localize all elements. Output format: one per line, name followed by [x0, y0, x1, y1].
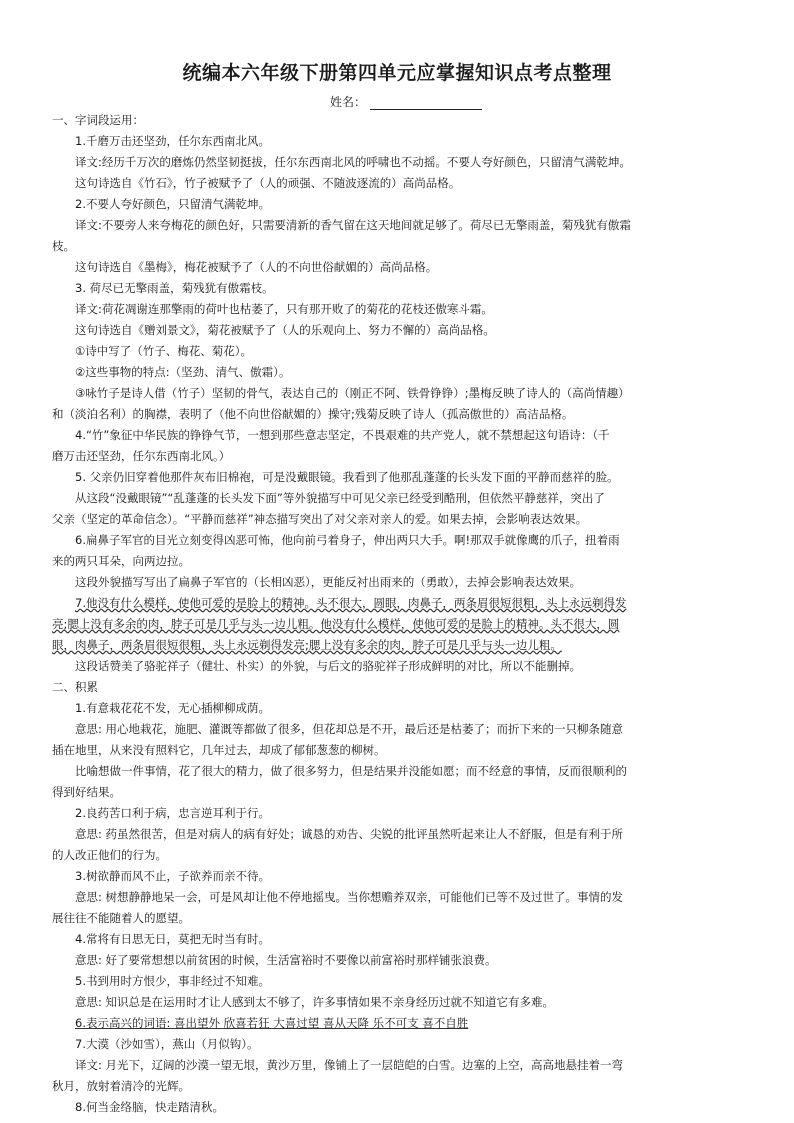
text-line: 意思: 好了要常想想以前贫困的时候，生活富裕时不要像以前富裕时那样铺张浪费。: [75, 953, 497, 967]
text-line: 意思: 用心地栽花，施肥、灌溉等都做了很多，但花却总是不开，最后还是枯萎了；而折下来的一只柳条随意: [75, 722, 624, 736]
text-line: 得到好结果。: [52, 785, 121, 799]
name-blank-line: [370, 97, 482, 110]
text-line: 枝。: [52, 239, 75, 253]
section-heading: 一、字词段运用：: [52, 113, 144, 127]
text-line: 6.扁鼻子军官的目光立刻变得凶恶可怖，他向前弓着身子，伸出两只大手。啊!那双手就像鹰的爪子，扭着雨: [75, 533, 620, 547]
text-line: 1.千磨万击还坚劲，任尔东西南北风。: [75, 134, 270, 148]
text-line: 展往往不能随着人的愿望。: [52, 911, 190, 925]
text-line: 磨万击还坚劲，任尔东西南北风。）: [52, 449, 231, 463]
text-line: 4.“竹”象征中华民族的铮铮气节，一想到那些意志坚定，不畏艰难的共产党人，就不禁想起这句语诗：（千: [75, 428, 610, 442]
text-line: 6.表示高兴的词语: 喜出望外 欣喜若狂 大喜过望 喜从天降 乐不可支 喜不自胜: [75, 1016, 469, 1030]
text-line: 秋月，放射着清冷的光辉。: [52, 1079, 190, 1093]
text-line: 父亲（坚定的革命信念）。“平静而慈祥”神态描写突出了对父亲对亲人的爱。如果去掉，会影响表达效果。: [52, 512, 588, 526]
text-line: 1.有意栽花花不发，无心插柳柳成荫。: [75, 701, 270, 715]
text-line: 这段外貌描写写出了扁鼻子军官的（长相凶恶），更能反衬出雨来的（勇敢），去掉会影响表达效果。: [75, 575, 581, 589]
text-line: 4.常将有日思无日，莫把无时当有时。: [75, 932, 270, 946]
text-line: 意思: 药虽然很苦，但是对病人的病有好处；诚恳的劝告、尖锐的批评虽然听起来让人不舒服，但是有利于所: [75, 827, 624, 841]
text-line: 译文:不要旁人来夸梅花的颜色好，只需要清新的香气留在这天地间就足够了。荷尽已无擎雨盖，菊残犹有傲霜: [75, 218, 631, 232]
text-line: 7.他没有什么模样，使他可爱的是脸上的精神。头不很大，圆眼，肉鼻子，两条眉很短很粗，头上永远剃得发: [75, 596, 627, 610]
text-line: 和（淡泊名利）的胸襟，表明了（他不向世俗献媚的）操守;残菊反映了诗人（孤高傲世的）高洁品格。: [52, 407, 574, 421]
text-line: 的人改正他们的行为。: [52, 848, 167, 862]
section-heading: 二、积累: [52, 680, 98, 694]
text-line: ①诗中写了（竹子、梅花、菊花）。: [75, 344, 253, 358]
name-label: 姓名：: [330, 95, 367, 109]
text-line: 这句诗选自《竹石》，竹子被赋予了（人的顽强、不随波逐流的）高尚品格。: [75, 176, 461, 190]
text-line: ③咏竹子是诗人借（竹子）坚韧的骨气，表达自己的（刚正不阿、铁骨铮铮）;墨梅反映了诗人的（高尚情趣）: [75, 386, 630, 400]
text-line: 亮;腮上没有多余的肉，脖子可是几乎与头一边儿粗。他没有什么模样，使他可爱的是脸上的精神。头不很大，圆: [52, 617, 620, 631]
text-line: 这句诗选自《墨梅》，梅花被赋予了（人的不向世俗献媚的）高尚品格。: [75, 260, 438, 274]
name-field: [330, 93, 482, 110]
text-line: 7.大漠（沙如雪），燕山（月似钩）。: [75, 1037, 259, 1051]
text-line: 意思: 知识总是在运用时才让人感到太不够了，许多事情如果不亲身经历过就不知道它有多难。: [75, 995, 555, 1009]
text-line: 眼，肉鼻子，两条眉很短很粗，头上永远剃得发亮;腮上没有多余的肉，脖子可是几乎与头一边儿粗。: [52, 638, 562, 652]
text-line: 3.树欲静而风不止，子欲养而亲不待。: [75, 869, 270, 883]
text-line: ②这些事物的特点:（坚劲、清气、傲霜）。: [75, 365, 291, 379]
text-line: 2.不要人夸好颜色，只留清气满乾坤。: [75, 197, 270, 211]
text-line: 5. 父亲仍旧穿着他那件灰布旧棉袍，可是没戴眼镜。我看到了他那乱蓬蓬的长头发下面的平静而慈祥的脸。: [75, 470, 619, 484]
text-line: 译文:荷花凋谢连那擎雨的荷叶也枯萎了，只有那开败了的菊花的花枝还傲寒斗霜。: [75, 302, 493, 316]
text-line: 这段话赞美了骆驼祥子（健壮、朴实）的外貌，与后文的骆驼祥子形成鲜明的对比，所以不能删掉。: [75, 659, 581, 673]
text-line: 译文:经历千万次的磨炼仍然坚韧挺拔，任尔东西南北风的呼啸也不动摇。不要人夸好颜色，只留清气满乾坤。: [75, 155, 631, 169]
text-line: 译文: 月光下，辽阔的沙漠一望无垠，黄沙万里，像铺上了一层皑皑的白雪。边塞的上空，高高地悬挂着一弯: [75, 1058, 624, 1072]
text-line: 比喻想做一件事情，花了很大的精力，做了很多努力，但是结果并没能如愿；而不经意的事情，反而很顺利的: [75, 764, 627, 778]
text-line: 插在地里，从来没有照料它，几年过去，却成了郁郁葱葱的柳树。: [52, 743, 386, 757]
text-line: 2.良药苦口利于病，忠言逆耳利于行。: [75, 806, 270, 820]
page-title: 统编本六年级下册第四单元应掌握知识点考点整理: [182, 62, 612, 84]
text-line: 3. 荷尽已无擎雨盖，菊残犹有傲霜枝。: [75, 281, 274, 295]
text-line: 从这段“没戴眼镜”“乱蓬蓬的长头发下面”等外貌描写中可见父亲已经受到酷刑，但依然平静慈祥，突出了: [75, 491, 605, 505]
text-line: 8.何当金络脑，快走踏清秋。: [75, 1100, 224, 1114]
text-line: 意思: 树想静静地呆一会，可是风却让他不停地摇曳。当你想赡养双亲，可能他们已等不及过世了。事情的发: [75, 890, 624, 904]
text-line: 5.书到用时方恨少，事非经过不知难。: [75, 974, 270, 988]
text-line: 来的两只耳朵，向两边拉。: [52, 554, 190, 568]
text-line: 这句诗选自《赠刘景文》，菊花被赋予了（人的乐观向上、努力不懈的）高尚品格。: [75, 323, 495, 337]
